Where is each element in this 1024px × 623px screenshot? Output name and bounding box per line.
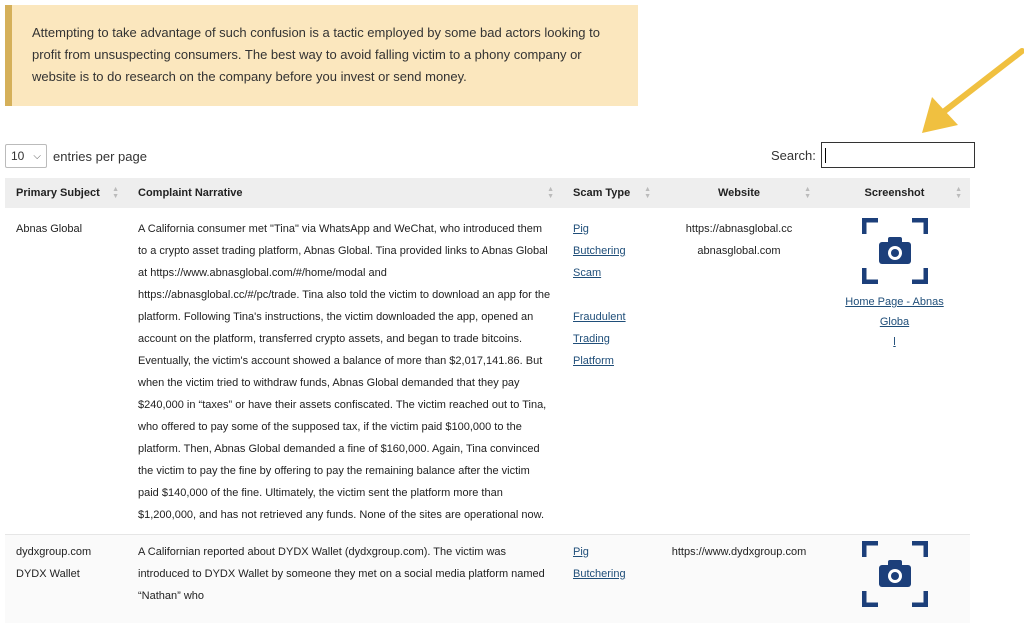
website-text: https://www.dydxgroup.com — [670, 541, 808, 563]
subject-line: dydxgroup.com — [16, 541, 116, 563]
cell-screenshot — [819, 208, 970, 535]
scam-type-link[interactable]: Platform — [573, 350, 648, 372]
cell-website — [659, 535, 819, 623]
scam-type-link[interactable]: Pig — [573, 218, 648, 240]
sort-icon: ▲ ▼ — [547, 186, 554, 200]
complaints-table — [5, 178, 970, 623]
scam-type-link[interactable]: Pig — [573, 541, 648, 563]
narrative-text: A Californian reported about DYDX Wallet (dydxgroup.com). The victim was introduced to DYDX Wallet by someone they met on a social media platform named “Nathan” who — [138, 546, 545, 602]
cell-website — [659, 208, 819, 535]
cell-complaint-narrative — [127, 208, 562, 535]
table-header-row — [5, 178, 970, 208]
narrative-text: A California consumer met "Tina" via WhatsApp and WeChat, who introduced them to a crypto asset trading platform, Abnas Global. Tina provided links to Abnas Global at https://www.abnasglobal.com/#/home/modal and https://abnasglobal.cc/#/pc/trade. Tina also told the victim to download an app for the platform. Following Tina's instructions, the victim downloaded the app, opened an account on the platform, transferred crypto assets, and began to trade bitcoins. Eventually, the victim's account showed a balance of more than $2,017,141.86. But when the victim tried to withdraw funds, Abnas Global demanded that they pay $240,000 in “taxes” or have their assets confiscated. The victim reached out to Tina, who offered to pay some of the supposed tax, if the victim paid $100,000 to the platform. Then, Abnas Global demanded a fine of $160,000. Again, Tina convinced the victim to pay the fine by offering to pay the remaining balance after the victim paid $140,000 of the fine. Ultimately, the victim sent the platform more than $1,200,000, and has not retrieved any funds. None of the sites are operational now. — [138, 223, 550, 521]
column-header-scam-type[interactable]: Scam Type ▲ ▼ — [562, 178, 659, 208]
search-control — [771, 142, 975, 168]
entries-selected-value: 10 — [11, 149, 24, 163]
column-header-screenshot[interactable]: Screenshot ▲ ▼ — [819, 178, 970, 208]
notice-box — [5, 5, 638, 106]
subject-line: Abnas Global — [16, 218, 116, 240]
scam-type-link[interactable]: Butchering — [573, 563, 648, 585]
camera-icon[interactable] — [862, 218, 928, 284]
column-header-website[interactable]: Website ▲ ▼ — [659, 178, 819, 208]
website-text: https://abnasglobal.cc — [670, 218, 808, 240]
table-row — [5, 535, 970, 623]
column-header-primary-subject[interactable]: Primary Subject ▲ ▼ — [5, 178, 127, 208]
sort-icon: ▲ ▼ — [804, 186, 811, 200]
column-header-complaint-narrative[interactable]: Complaint Narrative ▲ ▼ — [127, 178, 562, 208]
entries-control — [5, 144, 147, 168]
cell-scam-type — [562, 535, 659, 623]
sort-icon: ▲ ▼ — [112, 186, 119, 200]
scam-type-link[interactable]: Fraudulent — [573, 306, 648, 328]
cell-screenshot — [819, 535, 970, 623]
search-input[interactable] — [821, 142, 975, 168]
scam-type-link[interactable]: Scam — [573, 262, 648, 284]
scam-type-link[interactable]: Trading — [573, 328, 648, 350]
chevron-down-icon: ⌵ — [33, 151, 41, 162]
sort-icon: ▲ ▼ — [644, 186, 651, 200]
cell-complaint-narrative — [127, 535, 562, 623]
camera-icon[interactable] — [862, 541, 928, 607]
table-row — [5, 208, 970, 535]
notice-text: Attempting to take advantage of such confusion is a tactic employed by some bad actors looking to profit from unsuspecting consumers. The best way to avoid falling victim to a phony company or website is to do research on the company before you invest or send money. — [32, 22, 618, 88]
sort-icon: ▲ ▼ — [955, 186, 962, 200]
cell-primary-subject — [5, 208, 127, 535]
arrow-icon — [910, 45, 1024, 145]
website-text: abnasglobal.com — [670, 240, 808, 262]
screenshot-link[interactable]: Home Page - Abnas Globa l — [830, 292, 959, 352]
entries-select[interactable] — [5, 144, 47, 168]
search-label: Search: — [771, 148, 816, 163]
cell-scam-type — [562, 208, 659, 535]
text-cursor — [825, 148, 826, 163]
scam-type-link[interactable]: Butchering — [573, 240, 648, 262]
entries-label: entries per page — [53, 149, 147, 164]
subject-line: DYDX Wallet — [16, 563, 116, 585]
cell-primary-subject — [5, 535, 127, 623]
